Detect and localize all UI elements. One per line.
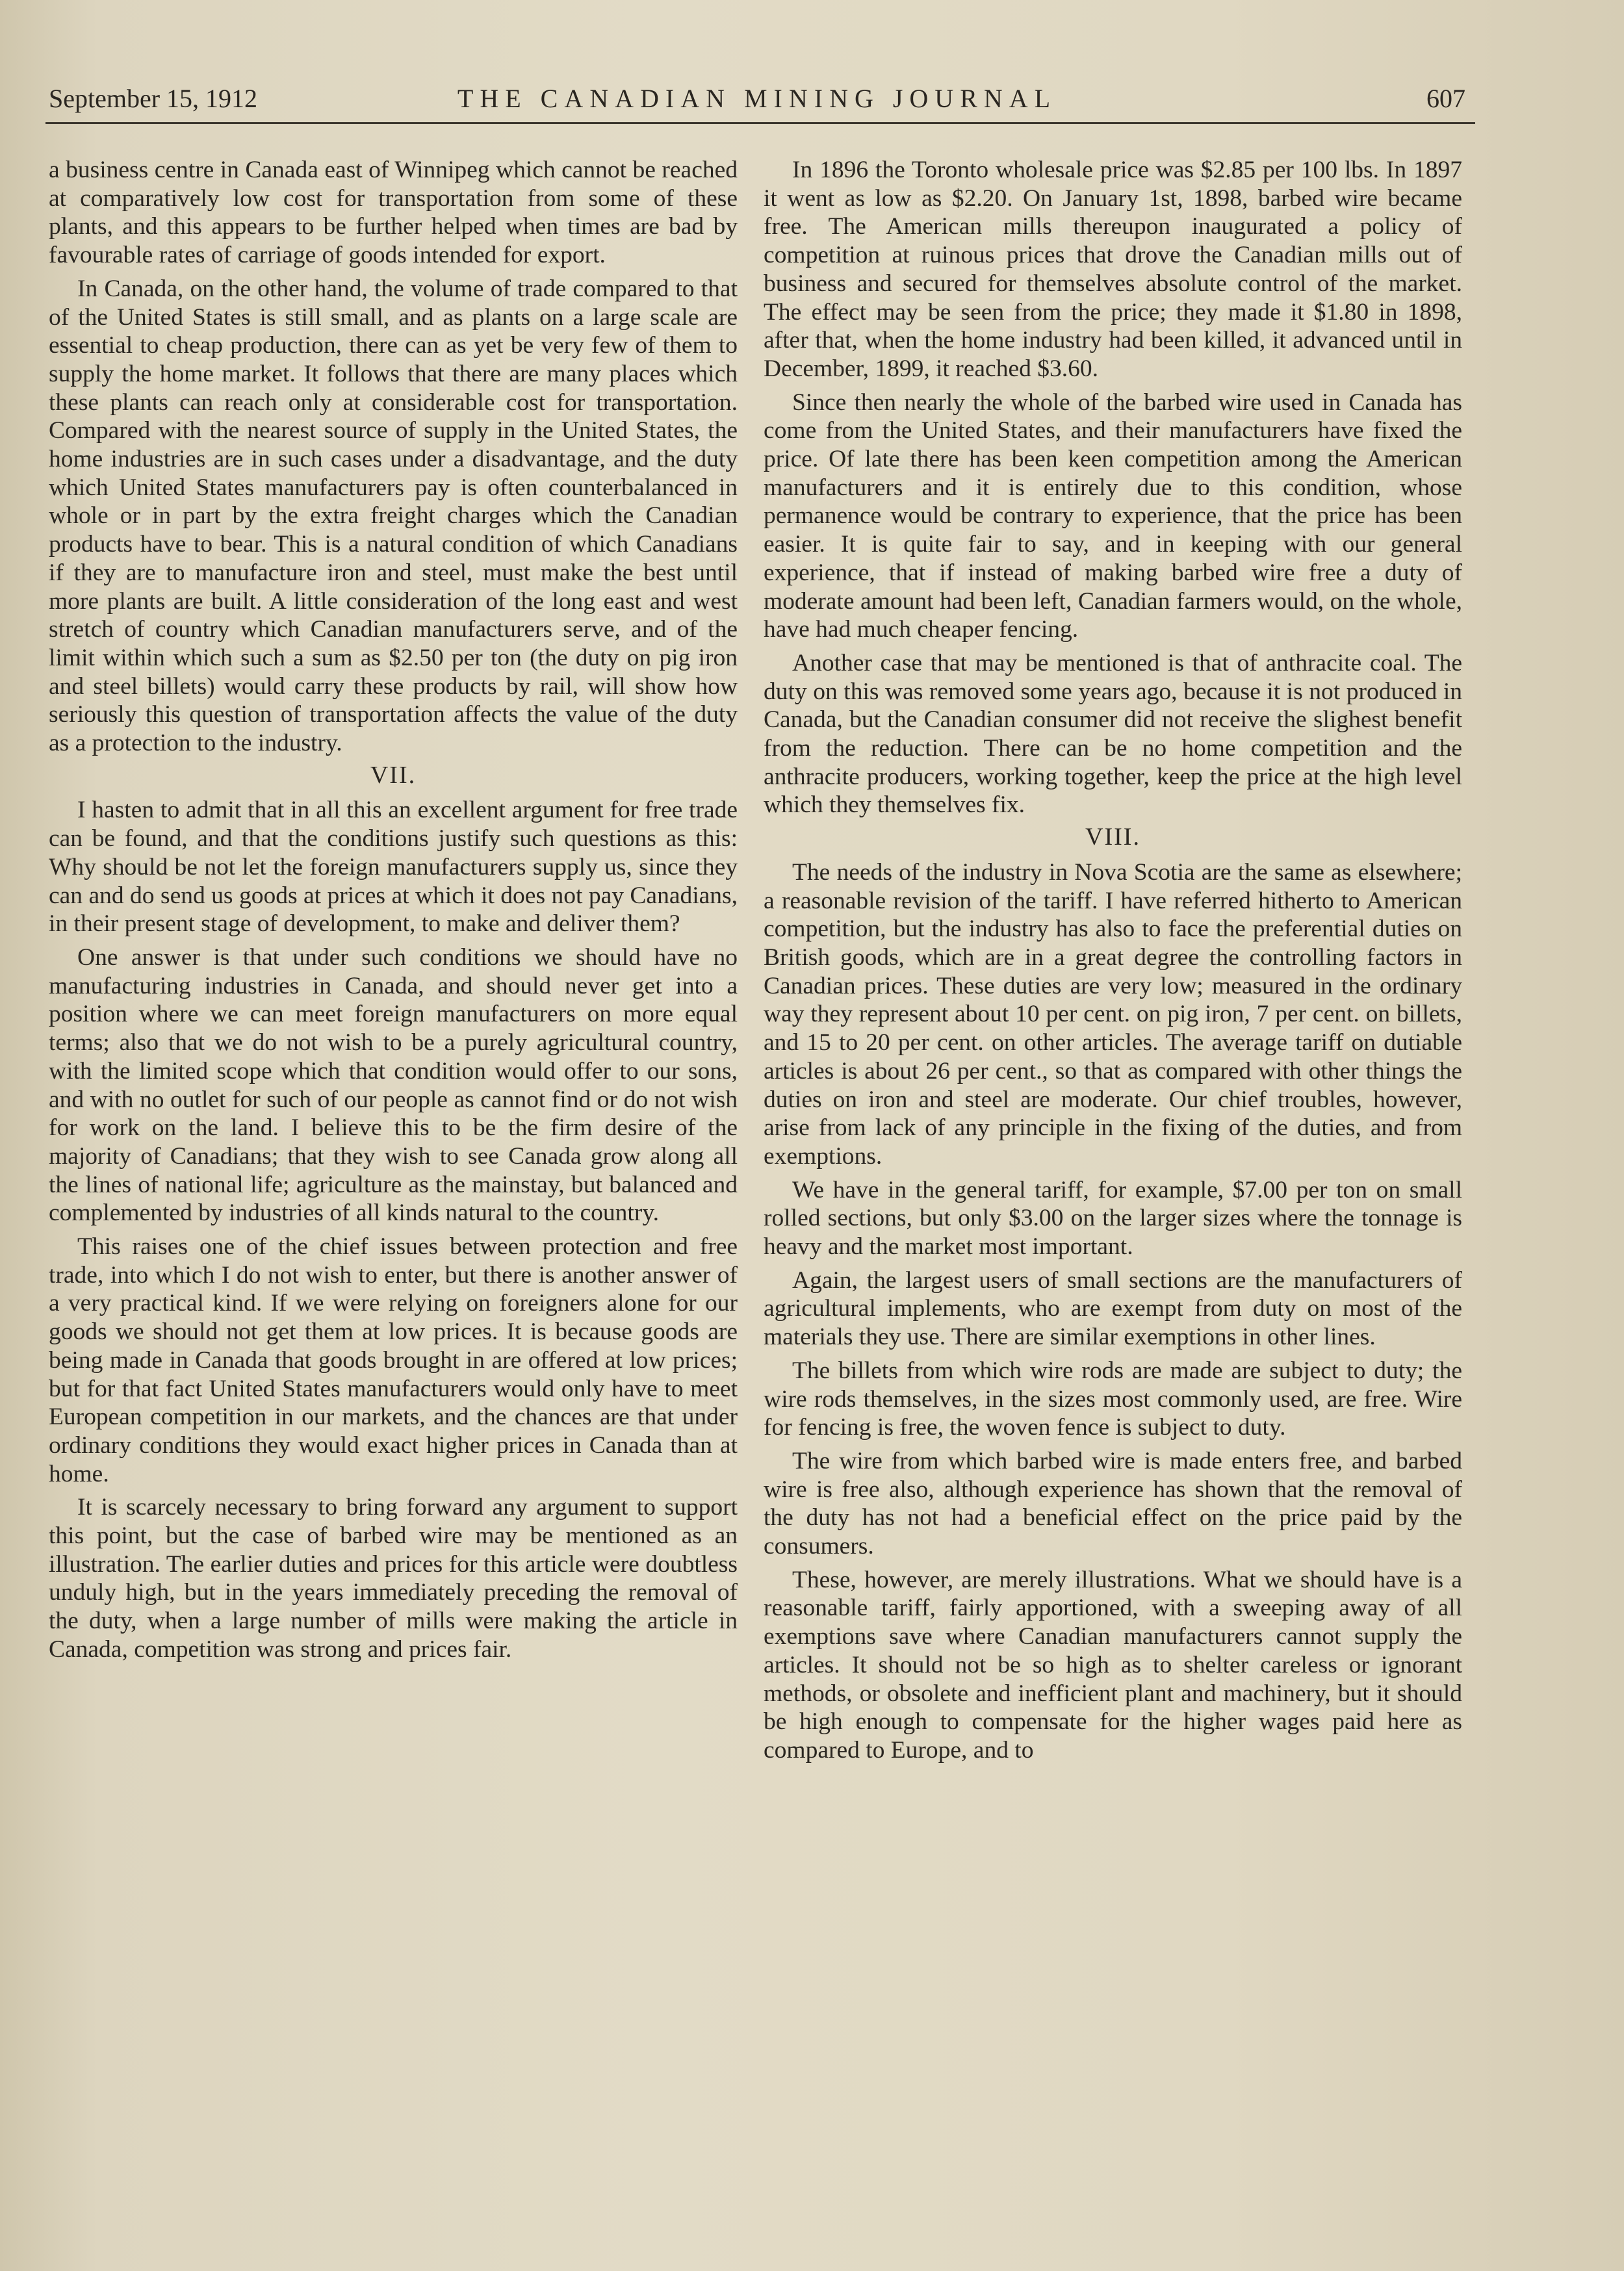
- paragraph: a business centre in Canada east of Winnipeg which cannot be reached at comparatively low cost for transportation from some of these plants, and this appears to be further helped when times are bad by favourable rates of carriage of goods intended for export.: [49, 157, 738, 269]
- paragraph: These, however, are merely illustrations. What we should have is a reasonable tariff, fairly apportioned, with a sweeping away of all exemptions save where Canadian manufacturers cannot supply the articles. It should not be so high as to shelter careless or ignorant methods, or obsolete and inefficient plant and machinery, but it should be high enough to compensate for the higher wages paid here as compared to Europe, and to: [764, 1566, 1462, 1764]
- header-rule: [45, 122, 1475, 124]
- paragraph: This raises one of the chief issues between protection and free trade, into which I do not wish to enter, but there is another answer of a very practical kind. If we were relying on foreigners alone for our goods we should not get them at low prices. It is because goods are being made in Canada that goods brought in are offered at low prices; but for that fact United States manufacturers would only have to meet European competition in our markets, and the chances are that under ordinary conditions they would exact higher prices in Canada than at home.: [49, 1233, 738, 1487]
- paragraph: One answer is that under such conditions we should have no manufacturing industries in Canada, and should never get into a position where we can meet foreign manufacturers on more equal terms; also that we do not wish to be a purely agricultural country, with the limited scope which that condition would offer to our sons, and with no outlet for such of our people as cannot find or do not wish for work on the land. I believe this to be the firm desire of the majority of Canadians; that they wish to see Canada grow along all the lines of national life; agriculture as the mainstay, but balanced and complemented by industries of all kinds natural to the country.: [49, 943, 738, 1227]
- right-column: [764, 156, 1462, 1765]
- paragraph: In Canada, on the other hand, the volume of trade compared to that of the United States is still small, and as plants on a large scale are essential to cheap production, there can as yet be very few of them to supply the home market. It follows that there are many places which these plants can reach only at considerable cost for transportation. Compared with the nearest source of supply in the United States, the home industries are in such cases under a disadvantage, and the duty which United States manufacturers pay is often counterbalanced in whole or in part by the extra freight charges which the Canadian products have to bear. This is a natural condition of which Canadians if they are to manufacture iron and steel, must make the best until more plants are built. A little consideration of the long east and west stretch of country which Canadian manufacturers serve, and of the limit within which such a sum as $2.50 per ton (the duty on pig iron and steel billets) would carry these products by rail, will show how seriously this question of transportation affects the value of the duty as a protection to the industry.: [49, 275, 738, 757]
- paragraph: In 1896 the Toronto wholesale price was $2.85 per 100 lbs. In 1897 it went as low as $2.20. On January 1st, 1898, barbed wire became free. The American mills thereupon inaugurated a policy of competition at ruinous prices that drove the Canadian mills out of business and secured for themselves absolute control of the market. The effect may be seen from the price; they made it $1.80 in 1898, after that, when the home industry had been killed, it advanced until in December, 1899, it reached $3.60.: [764, 157, 1462, 382]
- journal-title: THE CANADIAN MINING JOURNAL: [457, 84, 1057, 113]
- paragraph: It is scarcely necessary to bring forward any argument to support this point, but the case of barbed wire may be mentioned as an illustration. The earlier duties and prices for this article were doubtless unduly high, but in the years immediately preceding the removal of the duty, when a large number of mills were making the article in Canada, competition was strong and prices fair.: [49, 1494, 738, 1663]
- section-heading-vii: VII.: [370, 761, 417, 789]
- paragraph: We have in the general tariff, for example, $7.00 per ton on small rolled sections, but only $3.00 on the larger sizes where the tonnage is heavy and the market most important.: [764, 1176, 1462, 1261]
- paragraph: The wire from which barbed wire is made enters free, and barbed wire is free also, although experience has shown that the removal of the duty has not had a beneficial effect on the price paid by the consumers.: [764, 1447, 1462, 1560]
- paragraph: Again, the largest users of small sections are the manufacturers of agricultural implements, who are exempt from duty on most of the materials they use. There are similar exemptions in other lines.: [764, 1266, 1462, 1351]
- section-heading-viii: VIII.: [1085, 823, 1141, 851]
- issue-date: September 15, 1912: [49, 84, 258, 113]
- paragraph: Another case that may be mentioned is that of anthracite coal. The duty on this was removed some years ago, because it is not produced in Canada, but the Canadian consumer did not receive the slighest benefit from the reduction. There can be no home competition and the anthracite producers, working together, keep the price at the high level which they themselves fix.: [764, 649, 1462, 819]
- paragraph: I hasten to admit that in all this an excellent argument for free trade can be found, and that the conditions justify such questions as this: Why should be not let the foreign manufacturers supply us, since they can and do send us goods at prices at which it does not pay Canadians, in their present stage of development, to make and deliver them?: [49, 797, 738, 938]
- paragraph: The needs of the industry in Nova Scotia are the same as elsewhere; a reasonable revision of the tariff. I have referred hitherto to American competition, but the industry has also to face the preferential duties on British goods, which are in a great degree the controlling factors in Canadian prices. These duties are very low; measured in the ordinary way they represent about 10 per cent. on pig iron, 7 per cent. on billets, and 15 to 20 per cent. on other articles. The average tariff on dutiable articles is about 26 per cent., so that as compared with other things the duties on iron and steel are moderate. Our chief troubles, however, arise from lack of any principle in the fixing of the duties, and from exemptions.: [764, 858, 1462, 1170]
- paragraph: The billets from which wire rods are made are subject to duty; the wire rods themselves, in the sizes most commonly used, are free. Wire for fencing is free, the woven fence is subject to duty.: [764, 1357, 1462, 1441]
- left-column: [49, 156, 738, 1664]
- running-header: [49, 83, 1465, 122]
- page-number: 607: [1426, 84, 1465, 113]
- paragraph: Since then nearly the whole of the barbed wire used in Canada has come from the United States, and their manufacturers have fixed the price. Of late there has been keen competition among the American manufacturers and it is entirely due to this condition, whose permanence would be contrary to experience, that the price has been easier. It is quite fair to say, and in keeping with our general experience, that if instead of making barbed wire free a duty of moderate amount had been left, Canadian farmers would, on the whole, have had much cheaper fencing.: [764, 389, 1462, 643]
